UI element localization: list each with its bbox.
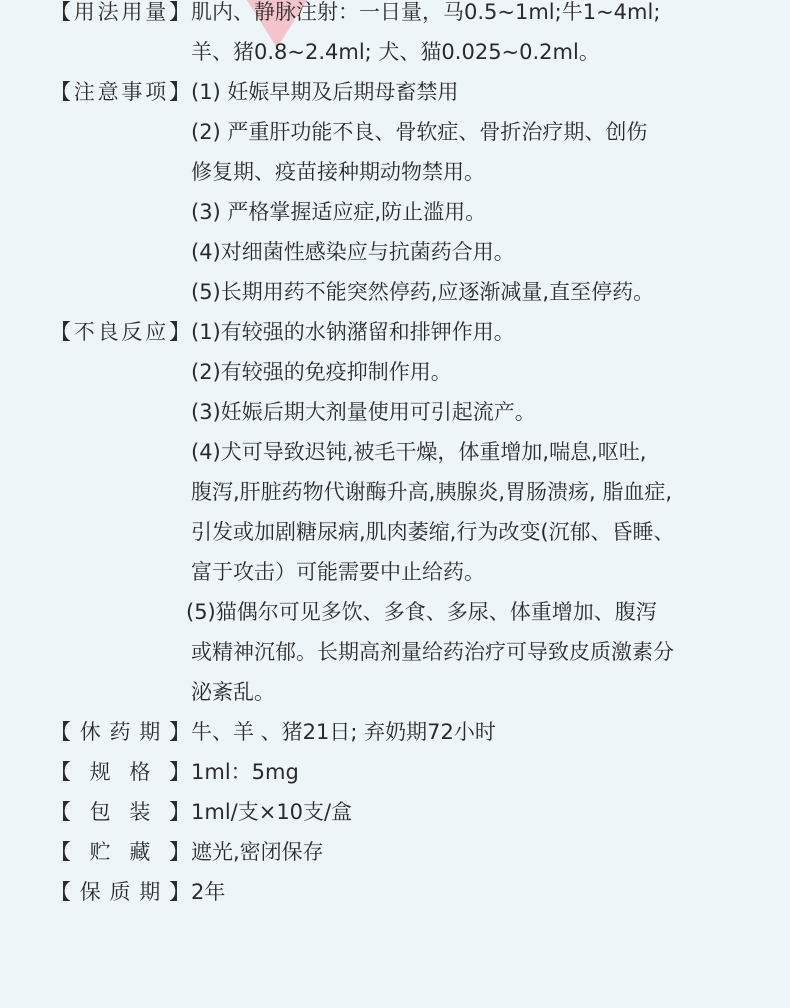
- packaging-line: [50, 792, 770, 832]
- adverse-reactions-text: 或精神沉郁。长期高剂量给药治疗可导致皮质激素分: [191, 640, 674, 664]
- adverse-reactions-text: 引发或加剧糖尿病,肌肉萎缩,行为改变(沉郁、昏睡、: [191, 520, 675, 544]
- adverse-reactions-line-4: [50, 432, 770, 472]
- storage-text: 遮光,密闭保存: [191, 840, 324, 864]
- adverse-reactions-text: 腹泻,肝脏药物代谢酶升高,胰腺炎,胃肠溃疡, 脂血症,: [191, 480, 673, 504]
- shelf-life-line: [50, 872, 770, 912]
- specification-label: 【 规 格 】: [50, 760, 190, 784]
- adverse-reactions-line-3: [50, 392, 770, 432]
- adverse-reactions-line-10: [50, 672, 770, 712]
- precautions-line-1: [50, 72, 770, 112]
- adverse-reactions-line-6: [50, 512, 770, 552]
- adverse-reactions-text: (1)有较强的水钠潴留和排钾作用。: [191, 320, 515, 344]
- precautions-text: 修复期、疫苗接种期动物禁用。: [191, 160, 485, 184]
- usage-line-1: [50, 0, 770, 32]
- adverse-reactions-text: 富于攻击）可能需要中止给药。: [191, 560, 485, 584]
- adverse-reactions-line-2: [50, 352, 770, 392]
- usage-label: 【 用 法 用 量 】: [50, 0, 190, 24]
- precautions-line-2: [50, 112, 770, 152]
- adverse-reactions-line-9: [50, 632, 770, 672]
- withdrawal-period-line: [50, 712, 770, 752]
- adverse-reactions-text: (2)有较强的免疫抑制作用。: [191, 360, 452, 384]
- adverse-reactions-text: (4)犬可导致迟钝,被毛干燥，体重增加,喘息,呕吐,: [191, 440, 647, 464]
- precautions-line-6: [50, 272, 770, 312]
- adverse-reactions-line-7: [50, 552, 770, 592]
- precautions-label: 【 注 意 事 项 】: [50, 80, 190, 104]
- specification-line: [50, 752, 770, 792]
- adverse-reactions-line-5: [50, 472, 770, 512]
- precautions-line-5: [50, 232, 770, 272]
- usage-line-2: [50, 32, 770, 72]
- withdrawal-period-text: 牛、羊 、猪21日; 弃奶期72小时: [191, 720, 496, 744]
- precautions-text: (2) 严重肝功能不良、骨软症、骨折治疗期、创伤: [191, 120, 648, 144]
- adverse-reactions-text: (5)猫偶尔可见多饮、多食、多尿、体重增加、腹泻: [186, 600, 657, 624]
- shelf-life-text: 2年: [191, 880, 226, 904]
- storage-label: 【 贮 藏 】: [50, 840, 190, 864]
- storage-line: [50, 832, 770, 872]
- precautions-text: (5)长期用药不能突然停药,应逐渐减量,直至停药。: [191, 280, 655, 304]
- drug-leaflet-document: [50, 0, 770, 912]
- precautions-line-4: [50, 192, 770, 232]
- precautions-text: (4)对细菌性感染应与抗菌药合用。: [191, 240, 515, 264]
- packaging-label: 【 包 装 】: [50, 800, 190, 824]
- packaging-text: 1ml/支×10支/盒: [191, 800, 353, 824]
- adverse-reactions-text: (3)妊娠后期大剂量使用可引起流产。: [191, 400, 536, 424]
- precautions-text: (1) 妊娠早期及后期母畜禁用: [191, 80, 459, 104]
- adverse-reactions-label: 【 不 良 反 应 】: [50, 320, 190, 344]
- specification-text: 1ml：5mg: [191, 760, 299, 784]
- precautions-text: (3) 严格掌握适应症,防止滥用。: [191, 200, 487, 224]
- withdrawal-period-label: 【 休 药 期 】: [50, 720, 190, 744]
- shelf-life-label: 【 保 质 期 】: [50, 880, 190, 904]
- usage-text: 肌内、静脉注射：一日量，马0.5~1ml;牛1~4ml;: [191, 0, 661, 24]
- adverse-reactions-text: 泌紊乱。: [191, 680, 275, 704]
- adverse-reactions-line-8: [50, 592, 770, 632]
- adverse-reactions-line-1: [50, 312, 770, 352]
- usage-text: 羊、猪0.8~2.4ml; 犬、猫0.025~0.2ml。: [191, 40, 600, 64]
- precautions-line-3: [50, 152, 770, 192]
